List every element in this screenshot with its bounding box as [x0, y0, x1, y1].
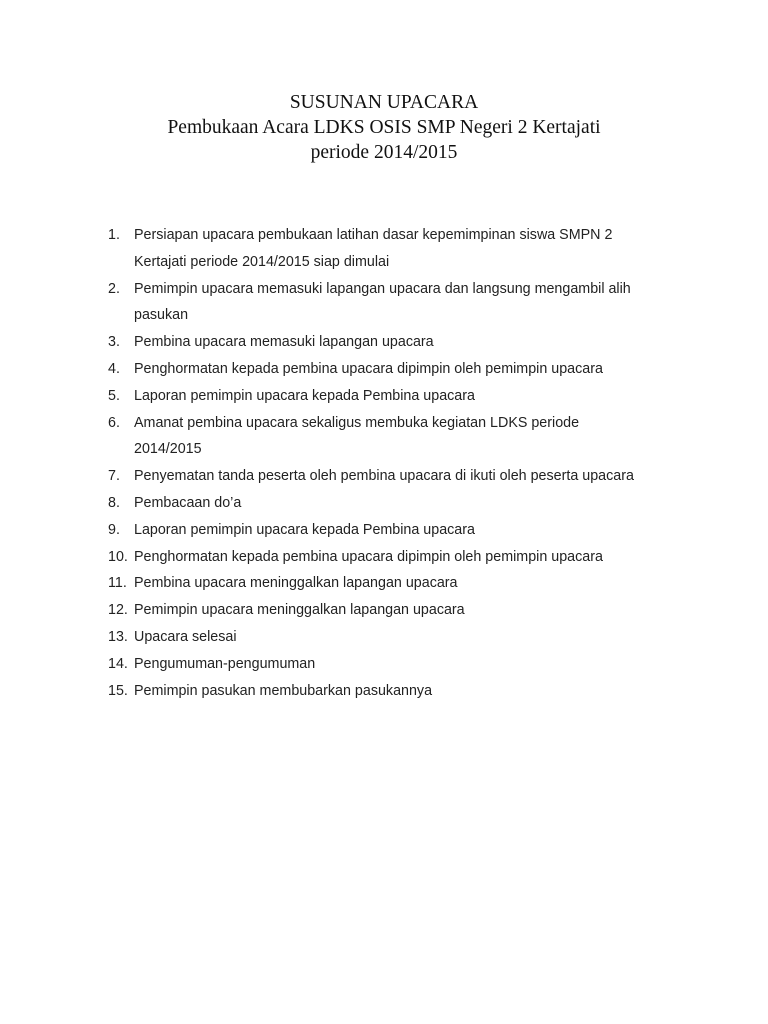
- item-number: 1.: [108, 227, 120, 243]
- document-period: periode 2014/2015: [310, 142, 458, 163]
- item-text: Penghormatan kepada pembina upacara dipimpin oleh pemimpin upacara: [134, 360, 603, 377]
- agenda-item: [108, 383, 634, 410]
- agenda-item: [108, 517, 634, 544]
- item-text: Upacara selesai: [134, 628, 237, 645]
- agenda-item: [108, 490, 634, 517]
- item-text: Penyematan tanda peserta oleh pembina upacara di ikuti oleh peserta upacara: [134, 468, 634, 485]
- item-number: 2.: [108, 280, 120, 297]
- item-text: 2014/2015: [134, 441, 202, 458]
- item-text: Kertajati periode 2014/2015 siap dimulai: [134, 253, 390, 270]
- agenda-item: [108, 678, 634, 705]
- item-number: 5.: [108, 387, 120, 404]
- agenda-item: [108, 222, 634, 276]
- document-subtitle: Pembukaan Acara LDKS OSIS SMP Negeri 2 Kertajati: [167, 117, 601, 138]
- item-number: 4.: [108, 360, 120, 377]
- item-number: 11.: [108, 575, 127, 592]
- agenda-item: [108, 624, 634, 651]
- agenda-list: [108, 222, 634, 704]
- item-text: Amanat pembina upacara sekaligus membuka kegiatan LDKS periode: [134, 414, 580, 431]
- agenda-item: [108, 463, 634, 490]
- agenda-item: [108, 597, 634, 624]
- item-text: Penghormatan kepada pembina upacara dipimpin oleh pemimpin upacara: [134, 548, 603, 565]
- item-number: 12.: [108, 602, 128, 619]
- item-number: 15.: [108, 682, 128, 699]
- item-text: Pemimpin upacara memasuki lapangan upacara dan langsung mengambil alih: [134, 280, 631, 297]
- agenda-item: [108, 329, 634, 356]
- agenda-item: [108, 544, 634, 571]
- item-text: Pembina upacara meninggalkan lapangan upacara: [134, 575, 458, 592]
- item-text: Laporan pemimpin upacara kepada Pembina upacara: [134, 387, 475, 404]
- item-number: 9.: [108, 521, 120, 538]
- item-text: Pembina upacara memasuki lapangan upacara: [134, 334, 434, 351]
- item-text: Persiapan upacara pembukaan latihan dasar kepemimpinan siswa SMPN 2: [134, 227, 613, 243]
- agenda-item: [108, 276, 634, 330]
- agenda-item: [108, 410, 634, 464]
- item-number: 3.: [108, 334, 120, 351]
- agenda-item: [108, 651, 634, 678]
- item-text: Pembacaan do’a: [134, 494, 242, 511]
- item-text: Laporan pemimpin upacara kepada Pembina upacara: [134, 521, 475, 538]
- agenda-item: [108, 570, 634, 597]
- item-text: Pemimpin upacara meninggalkan lapangan upacara: [134, 602, 465, 619]
- item-number: 7.: [108, 468, 120, 485]
- item-text: Pengumuman-pengumuman: [134, 655, 316, 672]
- item-number: 6.: [108, 414, 120, 431]
- item-number: 13.: [108, 628, 128, 645]
- item-number: 14.: [108, 655, 128, 672]
- item-text: Pemimpin pasukan membubarkan pasukannya: [134, 682, 433, 699]
- document-header: [0, 90, 768, 165]
- document-title: SUSUNAN UPACARA: [289, 92, 479, 113]
- item-number: 8.: [108, 494, 120, 511]
- agenda-item: [108, 356, 634, 383]
- item-number: 10.: [108, 548, 128, 565]
- item-text: pasukan: [134, 307, 189, 324]
